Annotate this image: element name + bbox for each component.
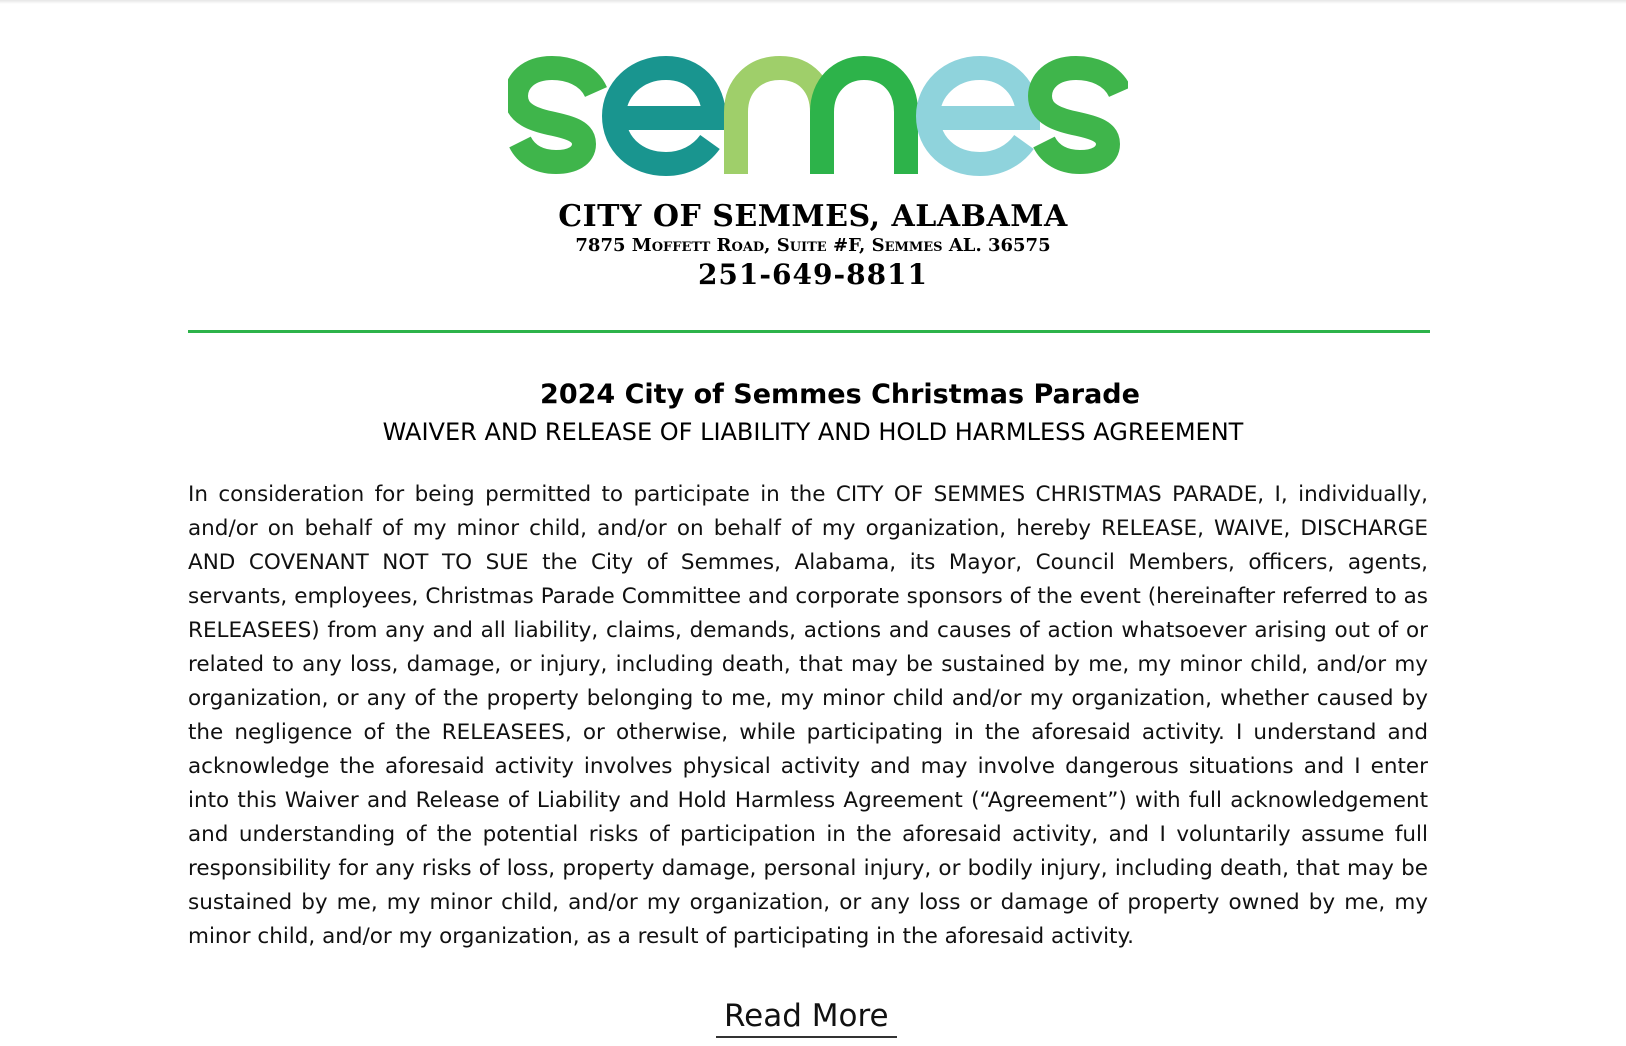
waiver-body-text: In consideration for being permitted to participate in the CITY OF SEMMES CHRISTMAS PARADE, I, individually, and/or on behalf of my minor child, and/or on behalf of my organization, hereby RELEASE, WAIVE, DISCHARGE AND COVENANT NOT TO SUE the City of Semmes, Alabama, its Mayor, Council Members, officers, agents, servants, employees, Christmas Parade Committee and corporate sponsors of the event (hereinafter referred to as RELEASEES) from any and all liability, claims, demands, actions and causes of action whatsoever arising out of or related to any loss, damage, or injury, including death, that may be sustained by me, my minor child, and/or my organization, or any of the property belonging to me, my minor child and/or my organization, whether caused by the negligence of the RELEASEES, or otherwise, while participating in the aforesaid activity. I understand and acknowledge the aforesaid activity involves physical activity and may involve dangerous situations and I enter into this Waiver and Release of Liability and Hold Harmless Agreement (“Agreement”) with full acknowledgement and understanding of the potential risks of participation in the aforesaid activity, and I voluntarily assume full responsibility for any risks of loss, property damage, personal injury, or bodily injury, including death, that may be sustained by me, my minor child, and/or my organization, or any loss or damage of property owned by me, my minor child, and/or my organization, as a result of participating in the aforesaid activity. [188,482,1428,949]
semmes-logo [508,52,1128,182]
document-title: 2024 City of Semmes Christmas Parade [540,379,1140,410]
city-name: CITY OF SEMMES, ALABAMA [558,199,1068,234]
top-shadow-line [0,0,1626,4]
city-phone: 251-649-8811 [697,258,929,291]
document-subtitle: WAIVER AND RELEASE OF LIABILITY AND HOLD HARMLESS AGREEMENT [382,418,1244,446]
city-address: 7875 Moffett Road, Suite #F, Semmes AL. 36575 [575,235,1051,256]
header-divider [188,330,1430,333]
city-header [0,200,1626,292]
read-more-link[interactable]: Read More [716,998,897,1038]
